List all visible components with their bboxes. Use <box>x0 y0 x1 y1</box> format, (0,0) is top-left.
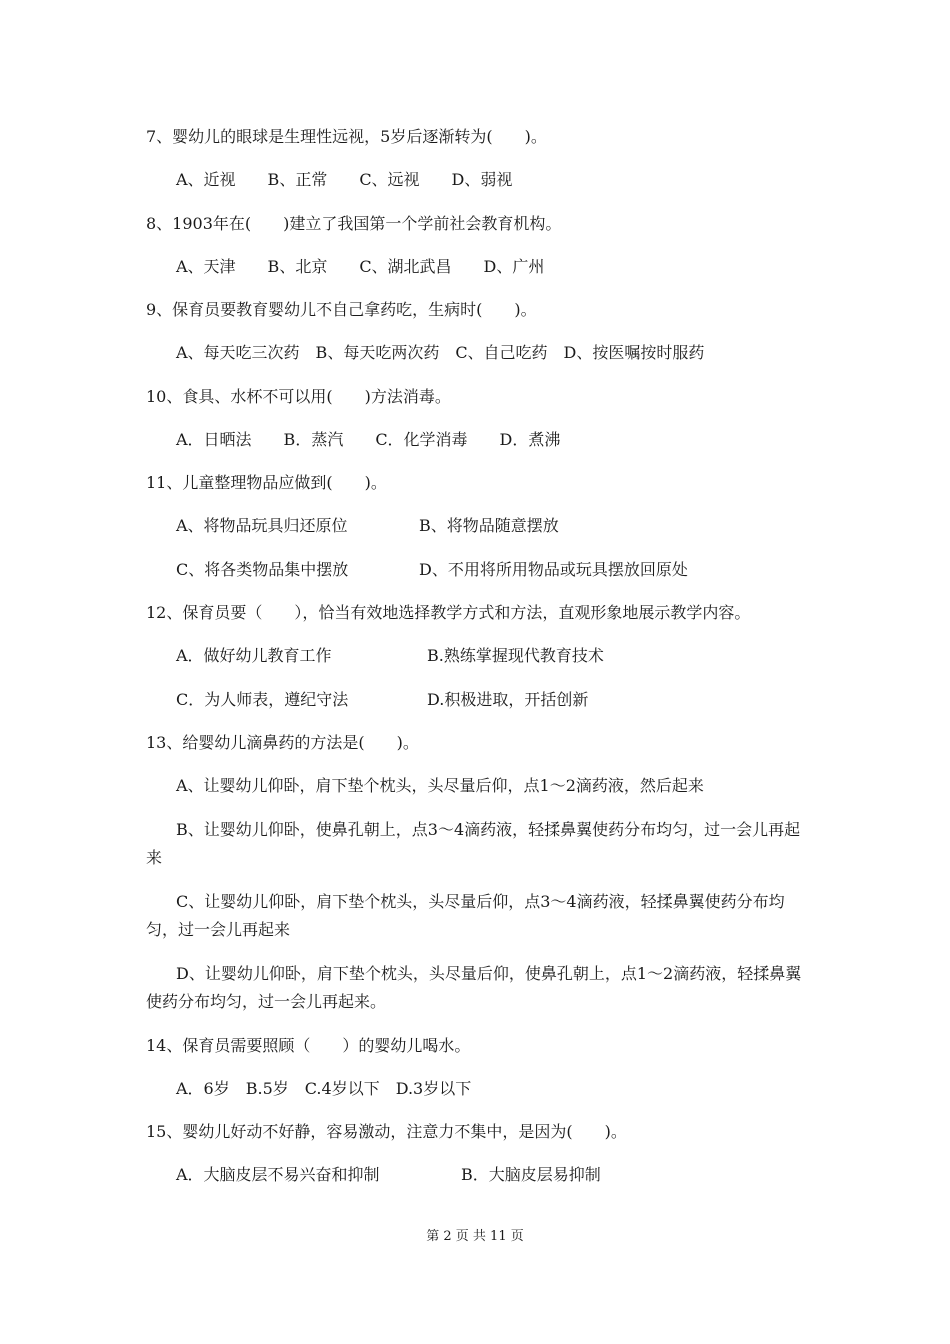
page-number-footer: 第 2 页 共 11 页 <box>426 1229 524 1244</box>
question-11-option-a: A、将物品玩具归还原位 <box>176 516 348 535</box>
question-12-option-d: D.积极进取，开括创新 <box>427 690 589 709</box>
question-12-option-b: B.熟练掌握现代教育技术 <box>427 646 604 665</box>
question-7-options: A、近视 B、正常 C、远视 D、弱视 <box>176 170 513 189</box>
question-13-option-a: A、让婴幼儿仰卧，肩下垫个枕头，头尽量后仰，点1～2滴药液，然后起来 <box>176 776 704 795</box>
question-9-stem: 9、保育员要教育婴幼儿不自己拿药吃，生病时( )。 <box>146 300 537 319</box>
question-11-option-d: D、不用将所用物品或玩具摆放回原处 <box>419 560 688 579</box>
question-8-options: A、天津 B、北京 C、湖北武昌 D、广州 <box>176 257 545 276</box>
question-9-options: A、每天吃三次药 B、每天吃两次药 C、自己吃药 D、按医嘱按时服药 <box>176 343 705 362</box>
question-13-option-c: C、让婴幼儿仰卧，肩下垫个枕头，头尽量后仰，点3～4滴药液，轻揉鼻翼使药分布均匀，过一会儿再起来 <box>146 892 785 939</box>
question-13-option-b: B、让婴幼儿仰卧，使鼻孔朝上，点3～4滴药液，轻揉鼻翼使药分布均匀，过一会儿再起来 <box>146 820 801 867</box>
question-13-option-d: D、让婴幼儿仰卧，肩下垫个枕头，头尽量后仰，使鼻孔朝上，点1～2滴药液，轻揉鼻翼使药分布均匀，过一会儿再起来。 <box>146 964 802 1011</box>
question-13-stem: 13、给婴幼儿滴鼻药的方法是( )。 <box>146 733 419 752</box>
question-14-stem: 14、保育员需要照顾（ ）的婴幼儿喝水。 <box>146 1036 471 1055</box>
question-15-option-b: B．大脑皮层易抑制 <box>461 1165 601 1184</box>
question-15-stem: 15、婴幼儿好动不好静，容易激动，注意力不集中，是因为( )。 <box>146 1122 627 1141</box>
question-14-options: A．6岁 B.5岁 C.4岁以下 D.3岁以下 <box>176 1079 472 1098</box>
question-11-option-b: B、将物品随意摆放 <box>419 516 559 535</box>
question-10-options: A．日晒法 B．蒸汽 C．化学消毒 D．煮沸 <box>176 430 561 449</box>
question-11-option-c: C、将各类物品集中摆放 <box>176 560 349 579</box>
question-12-option-a: A．做好幼儿教育工作 <box>176 646 332 665</box>
question-11-stem: 11、儿童整理物品应做到( )。 <box>146 473 387 492</box>
question-8-stem: 8、1903年在( )建立了我国第一个学前社会教育机构。 <box>146 214 562 233</box>
question-7-stem: 7、婴幼儿的眼球是生理性远视，5岁后逐渐转为( )。 <box>146 127 547 146</box>
question-12-option-c: C．为人师表，遵纪守法 <box>176 690 349 709</box>
question-12-stem: 12、保育员要（ ），恰当有效地选择教学方式和方法，直观形象地展示教学内容。 <box>146 603 751 622</box>
question-10-stem: 10、食具、水杯不可以用( )方法消毒。 <box>146 387 451 406</box>
question-15-option-a: A．大脑皮层不易兴奋和抑制 <box>176 1165 380 1184</box>
